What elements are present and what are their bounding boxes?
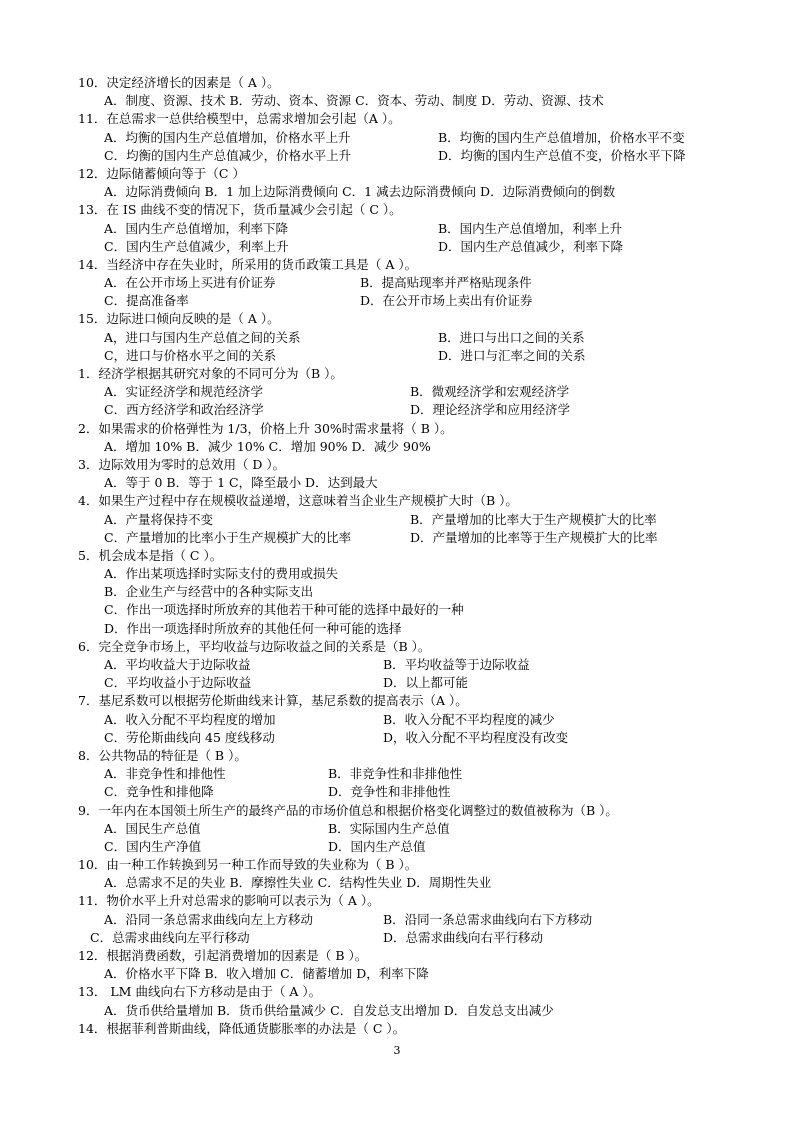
option: D．进口与汇率之间的关系 [438,347,586,363]
option: B．企业生产与经营中的各种实际支出 [104,584,314,600]
question-stem: 6．完全竞争市场上，平均收益与边际收益之间的关系是（B ）。 [78,638,431,654]
option: B．实际国内生产总值 [328,820,450,836]
options-row [78,656,728,674]
option: A．产量将保持不变 [104,511,214,527]
options-line: A．货币供给量增加 B．货币供给量减少 C．自发总支出增加 D．自发总支出减少 [104,1002,554,1018]
options-row [78,238,728,256]
options-row [78,511,728,529]
options-row [78,292,728,310]
option: D．理论经济学和应用经济学 [410,402,571,418]
option: A．平均收益大于边际收益 [104,657,251,672]
option: C．平均收益小于边际收益 [104,675,252,691]
options-row [78,147,728,165]
question-stem: 10．由一种工作转换到另一种工作而导致的失业称为（ B ）。 [78,857,418,873]
option: C．作出一项选择时所放弃的其他若干种可能的选择中最好的一种 [104,602,464,618]
question-stem: 2．如果需求的价格弹性为 1/3，价格上升 30%时需求量将（ B ）。 [78,420,453,436]
option: A．均衡的国内生产总值增加，价格水平上升 [104,129,351,145]
options-row [78,129,728,147]
options-row [78,674,728,692]
option: A．作出某项选择时实际支付的费用或损失 [104,566,339,582]
options-row [78,911,728,929]
options-row [78,729,728,747]
option: A．国内生产总值增加，利率下降 [104,220,289,236]
option: D．国内生产总值 [328,838,426,854]
option: A，进口与国内生产总值之间的关系 [104,329,301,345]
option: A．沿同一条总需求曲线向左上方移动 [104,911,314,927]
option: C．竞争性和排他降 [104,784,214,800]
question-stem: 14．当经济中存在失业时，所采用的货币政策工具是（ A ）。 [78,256,418,272]
question-stem: 11．物价水平上升对总需求的影响可以表示为（ A ）。 [78,893,380,909]
option: A．国民生产总值 [104,820,201,836]
option: B．平均收益等于边际收益 [383,657,530,672]
options-row [78,711,728,729]
option: D．以上都可能 [383,675,469,691]
option: D．国内生产总值减少，利率下降 [438,238,624,254]
question-stem: 5．机会成本是指（ C ）。 [78,547,223,563]
option: B．均衡的国内生产总值增加，价格水平不变 [438,129,685,145]
options-row [78,529,728,547]
question-stem: 12．边际储蓄倾向等于（C ） [78,165,245,181]
question-stem: 14．根据菲利普斯曲线，降低通货膨胀率的办法是（ C ）。 [78,1020,406,1036]
options-line: A．总需求不足的失业 B．摩擦性失业 C．结构性失业 D．周期性失业 [104,875,492,891]
question-stem: 12．根据消费函数，引起消费增加的因素是（ B ）。 [78,948,368,963]
option: B．进口与出口之间的关系 [438,329,585,345]
option: D．均衡的国内生产总值不变，价格水平下降 [438,147,686,163]
options-line: A．价格水平下降 B．收入增加 C．储蓄增加 D，利率下降 [104,966,429,982]
option: C．劳伦斯曲线向 45 度线移动 [104,729,275,745]
option: C．总需求曲线向左平行移动 [90,929,250,945]
options-row [78,765,728,783]
option: D．作出一项选择时所放弃的其他任何一种可能的选择 [104,620,402,636]
option: C．均衡的国内生产总值减少，价格水平上升 [104,147,352,163]
option: C，进口与价格水平之间的关系 [104,347,277,363]
option: C．国内生产净值 [104,838,202,854]
options-row [78,783,728,801]
options-line: A．增加 10% B．减少 10% C．增加 90% D．减少 90% [104,438,431,454]
option: B．产量增加的比率大于生产规模扩大的比率 [410,511,657,527]
page-number: 3 [393,1044,401,1057]
option: D．产量增加的比率等于生产规模扩大的比率 [410,529,658,545]
question-stem: 11．在总需求一总供给模型中，总需求增加会引起（A ）。 [78,111,401,127]
option: C．西方经济学和政治经济学 [104,402,264,418]
question-stem: 13． LM 曲线向右下方移动是由于（ A ）。 [78,984,322,1000]
option: A．收入分配不平均程度的增加 [104,711,276,727]
option: D．总需求曲线向右平行移动 [383,929,544,945]
options-row [78,329,728,347]
option: A．在公开市场上买进有价证券 [104,275,276,291]
option: A．非竞争性和排他性 [104,766,226,782]
option: A．实证经济学和规范经济学 [104,384,264,400]
question-stem: 7．基尼系数可以根据劳伦斯曲线来计算，基尼系数的提高表示（A ）。 [78,693,468,709]
options-row [78,220,728,238]
question-stem: 9．一年内在本国领土所生产的最终产品的市场价值总和根据价格变化调整过的数值被称为（B ）。 [78,802,618,818]
options-row [78,929,728,947]
question-stem: 15．边际进口倾向反映的是（ A ）。 [78,311,280,327]
options-row [78,383,728,401]
option: B．沿同一条总需求曲线向右下方移动 [383,911,593,927]
option: B．非竞争性和非排他性 [328,766,463,782]
option: D，收入分配不平均程度没有改变 [383,729,569,745]
options-row [78,401,728,419]
option: C．产量增加的比率小于生产规模扩大的比率 [104,529,352,545]
question-stem: 13．在 IS 曲线不变的情况下，货币量减少会引起（ C ）。 [78,202,402,218]
question-stem: 8．公共物品的特征是（ B ）。 [78,747,247,763]
option: D．竞争性和非排他性 [328,784,451,800]
option: C．提高准备率 [104,293,189,309]
option: D．在公开市场上卖出有价证券 [360,293,533,309]
option: C．国内生产总值减少，利率上升 [104,238,289,254]
question-list [78,74,728,1038]
option: B．国内生产总值增加，利率上升 [438,220,623,236]
question-stem: 4．如果生产过程中存在规模收益递增，这意味着当企业生产规模扩大时（B ）。 [78,493,518,509]
options-line: A．边际消费倾向 B．1 加上边际消费倾向 C．1 减去边际消费倾向 D．边际消费倾向的倒数 [104,184,616,200]
option: B．提高贴现率并严格贴现条件 [360,275,532,291]
question-stem: 3．边际效用为零时的总效用（ D ）。 [78,456,286,472]
options-line: A．等于 0 B．等于 1 C，降至最小 D．达到最大 [104,475,378,491]
question-stem: 10．决定经济增长的因素是（ A ）。 [78,75,280,90]
options-row [78,274,728,292]
options-line: A．制度、资源、技术 B．劳动、资本、资源 C．资本、劳动、制度 D．劳动、资源、技术 [104,93,604,109]
options-row [78,347,728,365]
option: B．收入分配不平均程度的减少 [383,711,555,727]
options-row [78,838,728,856]
question-stem: 1．经济学根据其研究对象的不同可分为（B ）。 [78,366,343,381]
option: B．微观经济学和宏观经济学 [410,384,570,400]
options-row [78,820,728,838]
